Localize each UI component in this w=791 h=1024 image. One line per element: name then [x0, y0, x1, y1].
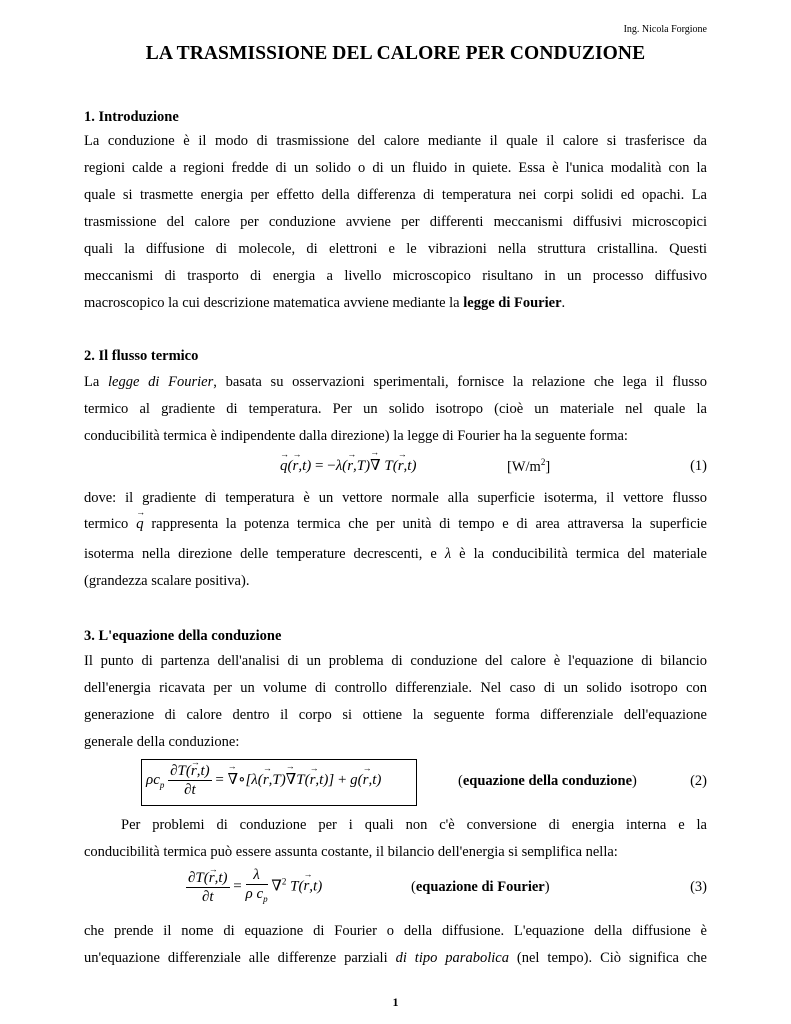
paragraph-line	[84, 546, 707, 563]
symbol-q: → q	[136, 516, 144, 533]
paragraph-line: generazione di calore dentro il corpo si ottiene la seguente forma differenziale dell'equazione	[84, 707, 707, 723]
paragraph-line	[84, 374, 707, 391]
text-span: è la conducibilità termica del materiale	[451, 546, 707, 562]
italic-term: legge di Fourier	[108, 374, 214, 390]
header-author: Ing. Nicola Forgione	[623, 24, 707, 35]
unit-exponent: 2	[540, 457, 546, 467]
equation-3-number: (3)	[690, 879, 707, 895]
paragraph-line: trasmissione del calore per conduzione avviene per differenti meccanismi diffusivi microscopici	[84, 214, 707, 230]
equation-3: $\frac{\partial T(\to r,t)}{\partial t}$ = $\frac{\lambda}{\rho c_p}$ ∇$^2$ T(→ r,t)	[186, 866, 322, 908]
paragraph-line: Il punto di partenza dell'analisi di un problema di conduzione del calore è l'equazione di bilancio	[84, 653, 707, 669]
section-heading-introduzione: 1. Introduzione	[84, 109, 179, 125]
text-span: rappresenta la potenza termica che per unità di tempo e di area attraversa la superficie	[143, 516, 707, 532]
paragraph-line: La conduzione è il modo di trasmissione del calore mediante il quale il calore si trasferisce da	[84, 133, 707, 149]
page-number: 1	[392, 995, 399, 1009]
equation-1-number: (1)	[690, 458, 707, 474]
equation-3-label-text: equazione di Fourier	[415, 879, 545, 895]
symbol-lambda: λ	[444, 546, 452, 562]
paragraph-line: meccanismi di trasporto di energia a livello microscopico risultano in un processo diffusivo	[84, 268, 707, 284]
paragraph-line: generale della conduzione:	[84, 734, 240, 750]
section-heading-equazione: 3. L'equazione della conduzione	[84, 628, 282, 644]
paragraph-line	[84, 950, 707, 967]
text-span: un'equazione differenziale alle differenze parziali	[84, 950, 396, 966]
paragraph-line: quale si trasmette energia per effetto della differenza di temperatura nei corpi solidi ed opachi. La	[84, 187, 707, 203]
paragraph-line: dove: il gradiente di temperatura è un vettore normale alla superficie isoterma, il vettore flusso	[84, 490, 707, 506]
paragraph-line: quali la diffusione di molecole, di elettroni e le vibrazioni nella struttura cristallina. Questi	[84, 241, 707, 257]
paragraph-line: conducibilità termica può essere assunta costante, il bilancio dell'energia si semplifica nella:	[84, 844, 618, 860]
text-span: La	[84, 374, 109, 390]
equation-2: $\rho c_p$ $\frac{\partial T(\to r,t)}{\partial t}$ = → ∇∘[λ(→ r,T)→ ∇T(→ r,t)] + g(→ r,t)	[146, 762, 381, 799]
paragraph-line: regioni calde a regioni fredde di un solido o di un fluido in quiete. Essa è l'unica modalità con la	[84, 160, 707, 176]
unit-text: [W/m	[507, 458, 541, 475]
equation-2-number: (2)	[690, 773, 707, 789]
section-heading-flusso: 2. Il flusso termico	[84, 348, 199, 364]
equation-2-label: (equazione della conduzione)	[458, 773, 637, 789]
equation-1-unit	[507, 457, 550, 476]
equation-2-label-text: equazione della conduzione	[462, 773, 633, 789]
page-title: LA TRASMISSIONE DEL CALORE PER CONDUZIONE	[145, 43, 646, 64]
italic-term: di tipo parabolica	[395, 950, 509, 966]
equation-3-label: (equazione di Fourier)	[411, 879, 550, 895]
paragraph-line	[84, 516, 707, 533]
equation-1: → q(→ r,t) = −λ(→ r,T)→ ∇ T(→ r,t)	[280, 456, 416, 475]
paragraph-line: (grandezza scalare positiva).	[84, 573, 250, 589]
paragraph-line: che prende il nome di equazione di Fourier o della diffusione. L'equazione della diffusione è	[84, 923, 707, 939]
paragraph-line: dell'energia ricavata per un volume di controllo differenziale. Nel caso di un solido isotropo con	[84, 680, 707, 696]
paragraph-line: conducibilità termica è indipendente dalla direzione) la legge di Fourier ha la seguente forma:	[84, 428, 628, 444]
text-span: (nel tempo). Ciò significa che	[508, 950, 707, 966]
text-span: macroscopico la cui descrizione matematica avviene mediante la	[84, 295, 464, 311]
text-span: .	[561, 295, 566, 311]
paragraph-line	[84, 295, 707, 312]
text-span: isoterma nella direzione delle temperature decrescenti, e	[84, 546, 445, 562]
text-span: , basata su osservazioni sperimentali, fornisce la relazione che lega il flusso	[213, 374, 707, 390]
text-span: termico	[84, 516, 137, 532]
bold-term: legge di Fourier	[463, 295, 562, 311]
unit-text: ]	[545, 458, 551, 475]
paragraph-line: Per problemi di conduzione per i quali non c'è conversione di energia interna e la	[121, 817, 707, 833]
paragraph-line: termico al gradiente di temperatura. Per un solido isotropo (cioè un materiale nel quale la	[84, 401, 707, 417]
